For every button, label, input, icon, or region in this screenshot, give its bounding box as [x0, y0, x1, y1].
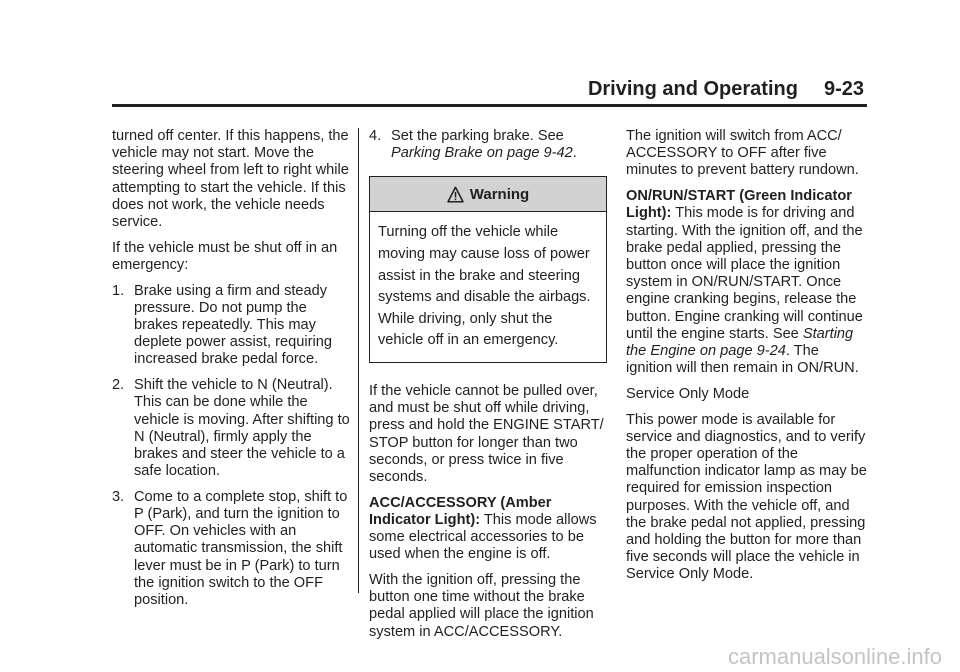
paragraph — [626, 188, 868, 377]
list-number: 2. — [112, 377, 125, 394]
mode-text: This mode allows some electrical accessories to be used when the engine is off. — [369, 511, 597, 563]
mode-label: ACC/ACCESSORY (Amber Indicator Light): — [369, 494, 552, 528]
list-item — [369, 128, 607, 162]
paragraph — [369, 495, 607, 564]
mode-label: ON/RUN/START (Green Indicator Light): — [626, 188, 852, 222]
header-rule — [112, 104, 867, 107]
paragraph: This power mode is available for service and diagnostics, and to verify the proper operation of the malfunction indicator lamp as may be required for emission inspection purposes. With the vehicle off, and the brake pedal not applied, pressing and holding the button for more than five seconds will place the vehicle in Service Only Mode. — [626, 411, 867, 583]
section-title: Driving and Operating — [587, 78, 798, 100]
watermark-text: carmanualsonline.info — [727, 644, 942, 669]
list-item — [112, 489, 350, 609]
list-item — [112, 283, 350, 369]
subheading: Service Only Mode — [626, 385, 750, 402]
column-divider — [358, 128, 359, 593]
list-text: Set the parking brake. See — [391, 128, 564, 144]
list-text: Brake using a firm and steady pressure. Do not pump the brakes repeatedly. This may deplete power assist, requiring increased brake pedal force. — [134, 282, 332, 368]
list-text: Come to a complete stop, shift to P (Park), and turn the ignition to OFF. On vehicles with an automatic transmission, the shift lever must be in P (Park) to turn the ignition switch to the OFF position. — [134, 488, 348, 609]
paragraph: If the vehicle cannot be pulled over, and must be shut off while driving, press and hold the ENGINE START/ STOP button for longer than two seconds, or press twice in five seconds. — [369, 382, 604, 485]
warning-exclamation-icon — [447, 186, 464, 203]
mode-text: This mode is for driving and starting. With the ignition off, and the brake pedal applied, pressing the button once will place the ignition system in ON/RUN/START. Once engine cranking begins, release the button. Engine cranking will continue until the engine starts. See — [626, 205, 863, 342]
list-item — [112, 377, 350, 480]
page-number: 9-23 — [823, 78, 864, 100]
page-header — [0, 78, 864, 104]
mode-text-end: . The ignition will then remain in ON/RUN. — [626, 342, 859, 377]
paragraph: If the vehicle must be shut off in an emergency: — [112, 239, 338, 273]
list-text: Shift the vehicle to N (Neutral). This can be done while the vehicle is moving. After shifting to N (Neutral), firmly apply the brakes and steer the vehicle to a safe location. — [134, 377, 350, 480]
cross-reference-link[interactable]: Starting the Engine on page 9-24 — [626, 325, 854, 359]
warning-title: Warning — [469, 185, 530, 203]
paragraph: turned off center. If this happens, the vehicle may not start. Move the steering wheel from left to right while attempting to start the vehicle. If this does not work, the vehicle needs service. — [112, 128, 349, 231]
warning-header — [370, 177, 606, 212]
cross-reference-link[interactable]: Parking Brake on page 9-42 — [391, 145, 573, 162]
list-number: 1. — [112, 282, 125, 299]
paragraph: The ignition will switch from ACC/ ACCESSORY to OFF after five minutes to prevent battery rundown. — [626, 128, 859, 179]
running-header — [588, 78, 864, 101]
warning-text: Turning off the vehicle while moving may cause loss of power assist in the brake and steering systems and disable the airbags. While driving, only shut the vehicle off in an emergency. — [378, 224, 591, 349]
paragraph: With the ignition off, pressing the button one time without the brake pedal applied will place the ignition system in ACC/ACCESSORY. — [369, 572, 594, 640]
warning-box — [369, 176, 607, 363]
column-right — [626, 128, 868, 592]
column-middle — [369, 128, 607, 649]
list-text-end: . — [572, 145, 577, 162]
list-number: 4. — [369, 128, 382, 144]
column-left — [112, 128, 350, 618]
list-number: 3. — [112, 488, 125, 505]
